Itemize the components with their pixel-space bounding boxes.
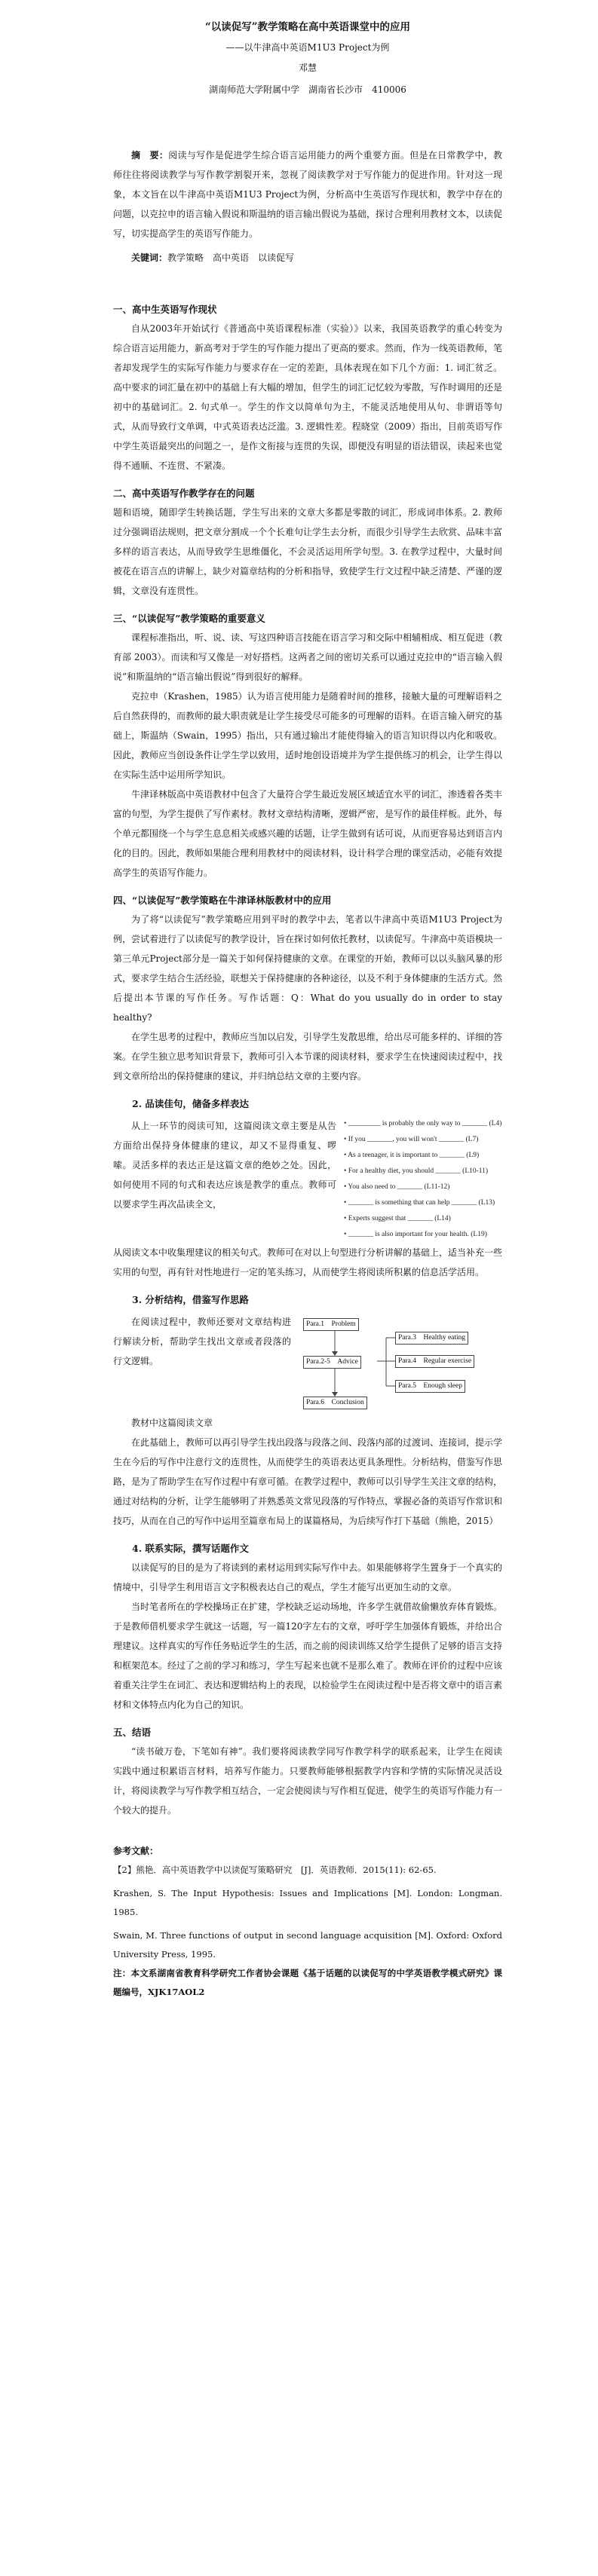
subsection-3-text-col [113,1312,291,1371]
sentence-frame: • If you _______, you will won't _______ (L7) [344,1136,479,1143]
diagram-box-para3: Para.3 Healthy eating [395,1332,468,1345]
section-1-heading: 一、高中生英语写作现状 [113,304,217,315]
section-3-paragraph-3: 牛津译林版高中英语教材中包含了大量符合学生最近发展区域适宜水平的词汇，渗透着各类丰富的句型，为学生提供了写作素材。教材文章结构清晰，逻辑严密，是写作的最佳样板。此外，每个单元都围绕一个与学生息息相关或感兴趣的话题，让学生做到有话可说，从而更容易达到语言内化的目的。因此，教师如果能合理利用教材中的阅读材料，设计科学合理的课堂活动，必能有效提高学生的英语写作能力。 [113,789,503,878]
structure-diagram [299,1315,487,1413]
diagram-box-para4: Para.4 Regular exercise [395,1355,474,1368]
article-title: “以读促写”教学策略在高中英语课堂中的应用 [204,21,411,33]
funding-note: 注：本文系湖南省教育科学研究工作者协会课题《基于话题的以读促写的中学英语教学模式研究》课题编号，XJK17AOL2 [113,1968,502,1997]
keywords [113,248,502,268]
subsection-3-line: 教材中这篇阅读文章 [131,1418,213,1428]
diagram-box-para1: Para.1 Problem [303,1318,359,1331]
section-3-paragraph-2: 克拉申（Krashen，1985）认为语言使用能力是随着时间的推移，接触大量的可理解语料之后自然获得的，而教师的最大职责就是让学生接受尽可能多的可理解的语料。在语言输入研究的基础上，斯温纳（Swain，1995）指出，只有通过输出才能使得输入的语言知识得以内化和吸收。因此，教师应当创设条件让学生学以致用，适时地创设语境并为学生提供练习的机会，让学生得以在实际生活中运用所学知识。 [113,691,503,780]
subsection-3-row [113,1312,502,1413]
reference-item: Swain, M. Three functions of output in second language acquisition [M]. Oxford: Oxford University Press, 1995. [113,1930,502,1960]
sentence-frame: • _________ is probably the only way to _______ (L4) [344,1120,502,1127]
reference-item: Krashen, S. The Input Hypothesis: Issues and Implications [M]. London: Longman. 1985. [113,1888,502,1917]
sentence-frame: • _______ is also important for your health. (L19) [344,1231,487,1238]
subsection-2-heading: 2. 品读佳句，储备多样表达 [132,1098,249,1109]
sentence-frame: • _______ is something that can help _______ (L13) [344,1199,495,1207]
article [113,14,502,2002]
subsection-4-paragraph-2: 当时笔者所在的学校操场正在扩建，学校缺乏运动场地，许多学生就借故偷懒放弃体育锻炼。于是教师借机要求学生就这一话题，写一篇120字左右的文章，呼吁学生加强体育锻炼，并给出合理建议。这样真实的写作任务贴近学生的生活，而之前的阅读训练又给学生提供了足够的语言支持和框架范本。经过了之前的学习和练习，学生写起来也就不是那么难了。教师在评价的过程中应该着重关注学生在词汇、表达和逻辑结构上的表现，以检验学生在阅读过程中是否将文章中的语言素材和文体特点内化为自己的知识。 [113,1602,503,1710]
subsection-3-heading: 3. 分析结构，借鉴写作思路 [132,1294,249,1305]
subsection-2-row [113,1116,502,1243]
diagram-box-para6: Para.6 Conclusion [303,1397,367,1409]
subsection-3-paragraph-cont: 在此基础上，教师可以再引导学生找出段落与段落之间、段落内部的过渡词、连接词，提示学生在今后的写作中注意行文的连贯性，从而使学生的英语表达更具条理性。分析结构，借鉴写作思路，是为了帮助学生在写作过程中有章可循。在教学过程中，教师可以引导学生关注文章的结构，通过对结构的分析，让学生能够明了并熟悉英文常见段落的写作特点，掌握必备的英语写作常识和技巧，从而在自己的写作中运用至篇章布局上的谋篇格局，为后续写作打下基础（熊艳，2015） [113,1437,503,1526]
sentence-frame: • You also need to _______ (L11-12) [344,1183,450,1191]
references-label: 参考文献： [113,1846,159,1856]
subsection-2-paragraph-cont: 从阅读文本中收集理建议的相关句式。教师可在对以上句型进行分析讲解的基础上，适当补充一些实用的句型，再有针对性地进行一定的笔头练习，从而使学生将阅读所积累的信息活学活用。 [113,1247,503,1277]
section-2-paragraph: 题和语境，随即学生转换话题，学生写出来的文章大多都是零散的词汇，形成词串体系。2. 教师过分强调语法规则，把文章分割成一个个长难句让学生去分析，而很少引导学生去欣赏、品味丰富多样的语言表达，从而导致学生思维僵化，不会灵活运用所学句型。3. 在教学过程中，大量时间被花在语言点的讲解上，缺少对篇章结构的分析和指导，致使学生行文过程中缺乏清楚、严谨的逻辑，文章没有连贯性。 [113,507,503,596]
keywords-text: 教学策略 高中英语 以读促写 [167,252,295,263]
section-4-paragraph-1: 为了将“以读促写”教学策略应用到平时的教学中去，笔者以牛津高中英语M1U3 Project为例，尝试着进行了以读促写的教学设计，旨在探讨如何依托教材，以读促写。牛津高中英语模块一第三单元Project部分是一篇关于如何保持健康的文章。在课堂的开始，教师可以以头脑风暴的形式，要求学生结合生活经验，联想关于保持健康的各种途径，以及不利于身体健康的生活方式。然后提出本节课的写作任务。写作话题：Q：What do you usually do in order to stay healthy? [113,914,503,1023]
abstract-text: 阅读与写作是促进学生综合语言运用能力的两个重要方面。但是在日常教学中，教师往往将阅读教学与写作教学割裂开来，忽视了阅读教学对于写作能力的促进作用。针对这一现象，本文旨在以牛津高中英语M1U3 Project为例，分析高中生英语写作现状和，教学中存在的问题，以克拉申的语言输入假说和斯温纳的语言输出假说为基础，探讨合理利用教材文本，以读促写，切实提高学生的英语写作能力。 [113,150,503,239]
sentence-frame: • As a teenager, it is important to _______ (L9) [344,1152,480,1159]
sentence-frame: • Experts suggest that _______ (L14) [344,1215,451,1222]
section-5-heading: 五、结语 [113,1727,152,1738]
abstract [113,145,502,243]
diagram-box-para5: Para.5 Enough sleep [395,1380,465,1393]
references [113,1841,502,2002]
subsection-2-paragraph: 从上一环节的阅读可知，这篇阅读文章主要是从告方面给出保持身体健康的建议，却又不显得重复、啰嗦。灵活多样的表达正是这篇文章的绝妙之处。因此，如何使用不同的句式和表达应该是教学的重点。教师可以要求学生再次品读全文， [113,1121,336,1210]
article-subtitle: ——以牛津高中英语M1U3 Project为例 [225,42,390,53]
diagram-box-para2-5: Para.2-5 Advice [303,1356,361,1369]
abstract-label: 摘 要： [131,150,169,161]
section-4-paragraph-2: 在学生思考的过程中，教师应当加以启发，引导学生发散思维，给出尽可能多样的、详细的答案。在学生独立思考知识背景下，教师可引入本节课的阅读材料，要求学生在快速阅读过程中，找到文章所给出的保持健康的建议，并归纳总结文章的主要内容。 [113,1032,503,1081]
reference-item: 【2】熊艳．高中英语教学中以读促写策略研究 [J]．英语教师．2015(11): 62-65. [113,1865,437,1875]
section-3-paragraph-1: 课程标准指出，听、说、读、写这四种语言技能在语言学习和交际中相辅相成、相互促进（教育部 2003）。而读和写又像是一对好搭档。这两者之间的密切关系可以通过克拉申的“语言输入假说”和斯温纳的“语言输出假说”得到很好的解释。 [113,632,503,682]
section-5-paragraph: “读书破万卷，下笔如有神”。我们要将阅读教学同写作教学科学的联系起来，让学生在阅读实践中通过积累语言材料，培养写作能力。只要教师能够根据教学内容和学情的实际情况灵活设计，将阅读教学与写作教学相互结合，一定会使阅读与写作相互促进，使学生的英语写作能力有一个较大的提升。 [113,1746,503,1816]
subsection-3-paragraph: 在阅读过程中，教师还要对文章结构进行解读分析，帮助学生找出文章或者段落的行文逻辑。 [113,1317,291,1366]
section-1-paragraph: 自从2003年开始试行《普通高中英语课程标准（实验）》以来，我国英语教学的重心转变为综合语言运用能力，新高考对于学生的写作能力提出了更高的要求。然而，作为一线英语教师，笔者却发现学生的实际写作能力与要求存在一定的差距，具体表现在如下几个方面：1. 词汇贫乏。高中要求的词汇量在初中的基础上有大幅的增加，但学生的词汇记忆较为零散，写作时调用的还是初中的基础词汇。2. 句式单一。学生的作文以简单句为主，不能灵活地使用从句、非谓语等句式，从而导致行文单调，中式英语表达泛滥。3. 逻辑性差。程晓堂（2009）指出，目前英语写作中学生英语最突出的问题之一，是作文衔接与连贯的失误，即便没有明显的语法错误，读起来也觉得不通顺、不连贯、不紧凑。 [113,323,503,471]
subsection-4-heading: 4. 联系实际，撰写话题作文 [132,1543,249,1554]
sentence-frame: • For a healthy diet, you should _______ (L10-11) [344,1167,489,1175]
section-2-heading: 二、高中英语写作教学存在的问题 [113,488,255,499]
subsection-2-text-col [113,1116,336,1214]
author-affiliation: 湖南师范大学附属中学 湖南省长沙市 410006 [209,84,406,95]
keywords-label: 关键词： [131,252,168,263]
section-4-heading: 四、“以读促写”教学策略在牛津译林版教材中的应用 [113,895,332,906]
structure-diagram-col [291,1312,502,1413]
sentence-frame-list [336,1116,502,1243]
subsection-4-paragraph-1: 以读促写的目的是为了将读到的素材运用到实际写作中去。如果能够将学生置身于一个真实的情境中，引导学生利用语言文字积极表达自己的观点，学生才能写出更加生动的文章。 [113,1562,503,1592]
section-3-heading: 三、“以读促写”教学策略的重要意义 [113,613,265,624]
author-name: 邓慧 [298,63,317,73]
